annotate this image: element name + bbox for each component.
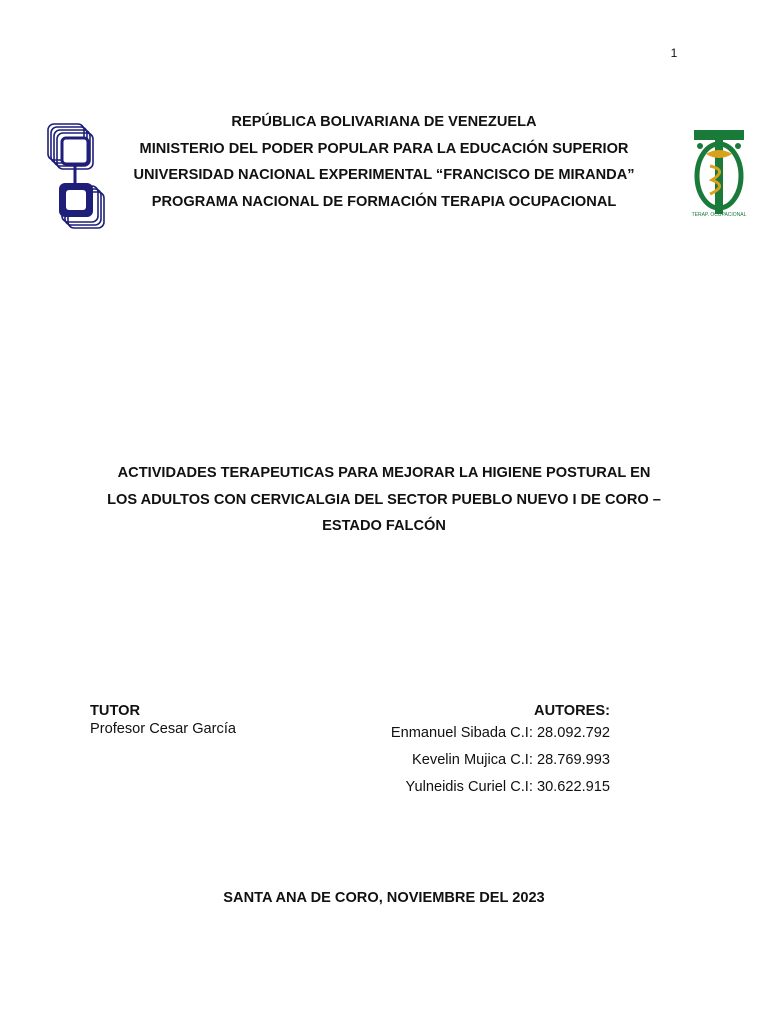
place-date: SANTA ANA DE CORO, NOVIEMBRE DEL 2023 bbox=[223, 890, 545, 906]
header-line: REPÚBLICA BOLIVARIANA DE VENEZUELA bbox=[231, 114, 537, 130]
tutor-name: Profesor Cesar García bbox=[90, 721, 236, 737]
header-line: PROGRAMA NACIONAL DE FORMACIÓN TERAPIA OCUPACIONAL bbox=[151, 193, 617, 210]
tutor-block bbox=[90, 702, 236, 738]
page-number: 1 bbox=[670, 46, 678, 60]
authors-block bbox=[391, 702, 610, 801]
header-line: MINISTERIO DEL PODER POPULAR PARA LA EDUCACIÓN SUPERIOR bbox=[139, 140, 629, 157]
author-entry: Enmanuel Sibada C.I: 28.092.792 bbox=[390, 725, 610, 741]
author-entry: Yulneidis Curiel C.I: 30.622.915 bbox=[405, 779, 610, 795]
authors-label: AUTORES: bbox=[534, 703, 610, 719]
title-line: ESTADO FALCÓN bbox=[322, 518, 446, 535]
document-title bbox=[84, 460, 684, 540]
tutor-label: TUTOR bbox=[90, 703, 140, 719]
header-line: UNIVERSIDAD NACIONAL EXPERIMENTAL “FRANCISCO DE MIRANDA” bbox=[133, 167, 635, 184]
title-line: LOS ADULTOS CON CERVICALGIA DEL SECTOR PUEBLO NUEVO I DE CORO – bbox=[107, 491, 661, 508]
author-entry: Kevelin Mujica C.I: 28.769.993 bbox=[412, 752, 610, 768]
institution-header bbox=[0, 109, 768, 215]
title-line: ACTIVIDADES TERAPEUTICAS PARA MEJORAR LA HIGIENE POSTURAL EN bbox=[117, 465, 651, 481]
logo-caption: TERAP. OCUPACIONAL bbox=[691, 212, 747, 218]
